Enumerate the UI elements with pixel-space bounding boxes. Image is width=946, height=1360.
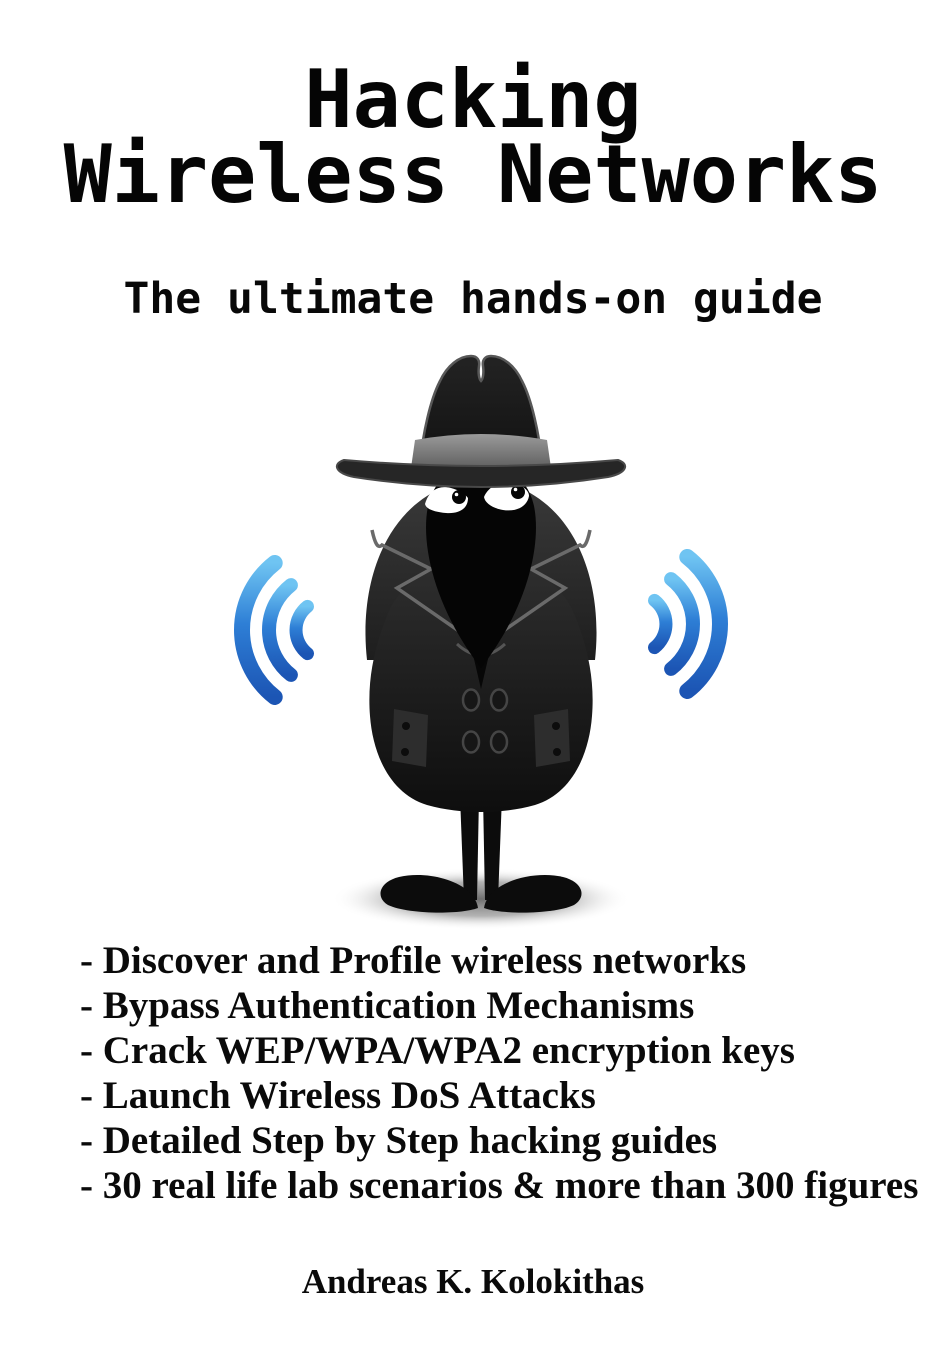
feature-list (80, 938, 918, 1208)
spy-left-eye (425, 487, 468, 513)
feature-item: - Discover and Profile wireless networks (80, 939, 747, 982)
feature-item: - Detailed Step by Step hacking guides (80, 1119, 718, 1162)
book-subtitle: The ultimate hands-on guide (123, 274, 823, 324)
spy-illustration (231, 348, 731, 940)
feature-item: - Bypass Authentication Mechanisms (80, 984, 695, 1027)
feature-item: - Launch Wireless DoS Attacks (80, 1074, 596, 1117)
feature-item: - 30 real life lab scenarios & more than 300 figures (80, 1164, 919, 1207)
wifi-waves-left-icon (242, 563, 307, 697)
feature-item: - Crack WEP/WPA/WPA2 encryption keys (80, 1029, 795, 1072)
author-name: Andreas K. Kolokithas (301, 1262, 645, 1301)
spy-left-pocket (392, 709, 428, 767)
spy-right-pocket (534, 709, 570, 767)
ground-shadow (331, 868, 631, 930)
book-title-line-1: Hacking (304, 53, 642, 146)
book-title-line-2: Wireless Networks (63, 128, 883, 221)
spy-figure (337, 356, 625, 913)
spy-hat (337, 356, 625, 487)
wifi-waves-right-icon (655, 557, 720, 691)
